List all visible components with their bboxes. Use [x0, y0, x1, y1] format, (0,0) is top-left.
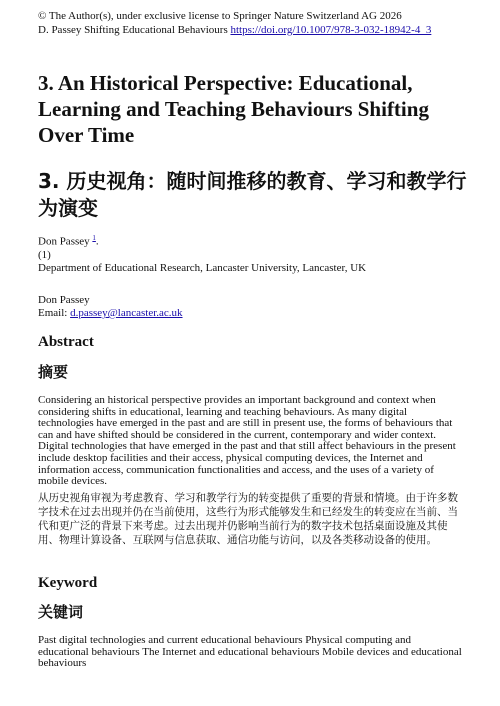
- contact-block: [38, 294, 183, 320]
- affiliation-text: Department of Educational Research, Lancaster University, Lancaster, UK: [38, 261, 367, 274]
- email-link[interactable]: d.passey@lancaster.ac.uk: [70, 307, 183, 319]
- citation-text: D. Passey Shifting Educational Behaviours: [38, 24, 231, 36]
- author-block: [38, 232, 366, 275]
- contact-email-line: [38, 307, 183, 320]
- affiliation-number: (1): [38, 248, 51, 261]
- citation-line: [38, 23, 431, 37]
- author-line: [38, 232, 366, 249]
- keyword-heading-chinese: 关键词: [38, 603, 84, 621]
- chapter-title-chinese: 3. 历史视角：随时间推移的教育、学习和教学行为演变: [38, 169, 467, 220]
- author-suffix: .: [95, 235, 99, 248]
- abstract-text-english: Considering an historical perspective provides an important background and context when considering shifts in educational, learning and teaching behaviours. As many digital technologies have emerged in the past and are still in present use, the forms of behaviours that can and have shifted should be considered in the current, contemporary and wider context. Digital technologies that have emerged in the past and that still affect behaviours in the present include desktop facilities and their access, physical computing devices, the Internet and information access, communication functionalities and access, and the uses of a variety of mobile devices.: [38, 394, 456, 488]
- affiliation-ref-link[interactable]: 1: [92, 234, 96, 242]
- publication-meta: [38, 9, 431, 37]
- chapter-title-english: 3. An Historical Perspective: Educational, Learning and Teaching Behaviours Shifting Over Time: [38, 71, 429, 147]
- contact-name: Don Passey: [38, 294, 90, 306]
- email-label: Email:: [38, 307, 71, 319]
- abstract-heading-english: Abstract: [38, 334, 94, 350]
- abstract-heading-chinese: 摘要: [38, 363, 69, 381]
- keyword-heading-english: Keyword: [38, 575, 98, 591]
- doi-link[interactable]: https://doi.org/10.1007/978-3-032-18942-4_3: [230, 24, 432, 36]
- copyright-notice: © The Author(s), under exclusive license to Springer Nature Switzerland AG 2026: [38, 10, 402, 22]
- keyword-text: Past digital technologies and current educational behaviours Physical computing and educational behaviours The Internet and educational behaviours Mobile devices and educational behaviours: [38, 634, 462, 670]
- abstract-text-chinese: 从历史视角审视为考虑教育、学习和教学行为的转变提供了重要的背景和情境。由于许多数字技术在过去出现并仍在当前使用，这些行为形式能够发生和已经发生的转变应在当前、当代和更广泛的背景下来考虑。过去出现并仍影响当前行为的数字技术包括桌面设施及其使用、物理计算设备、互联网与信息获取、通信功能与访问，以及各类移动设备的使用。: [38, 492, 458, 546]
- author-name: Don Passey: [38, 235, 93, 248]
